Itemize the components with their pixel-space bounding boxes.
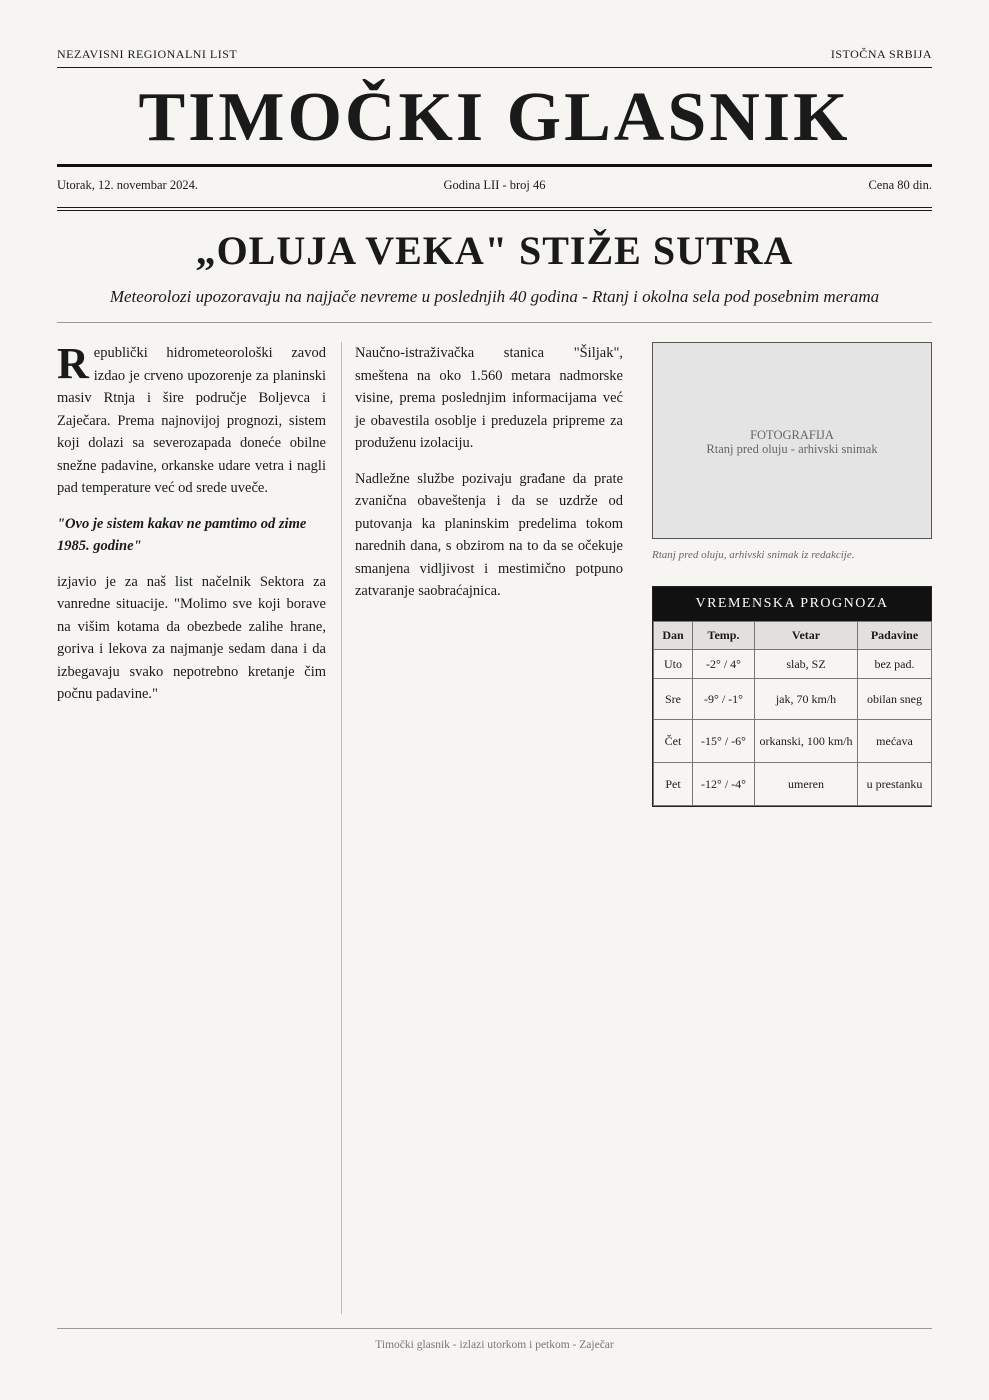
forecast-table: [653, 621, 932, 806]
footer-text: Timočki glasnik - izlazi utorkom i petkom - Zaječar: [375, 1339, 614, 1351]
photo-description: Rtanj pred oluju - arhivski snimak: [706, 442, 878, 456]
pull-quote: "Ovo je sistem kakav ne pamtimo od zime 1985. godine": [57, 515, 307, 554]
forecast-header-day: Dan: [654, 622, 693, 650]
dateline: [57, 178, 932, 194]
paper-region: ISTOČNA SRBIJA: [830, 47, 932, 61]
paper-tagline: NEZAVISNI REGIONALNI LIST: [57, 47, 238, 61]
forecast-precip: mećava: [858, 720, 932, 763]
forecast-temp: -9° / -1°: [693, 679, 755, 720]
forecast-day: Sre: [654, 679, 693, 720]
masthead-rule: [57, 164, 932, 167]
forecast-day: Pet: [654, 763, 693, 806]
subhead-rule: [57, 322, 932, 323]
forecast-precip: bez pad.: [858, 650, 932, 679]
newspaper-page: [57, 0, 932, 1400]
forecast-wind: umeren: [755, 763, 858, 806]
photo-label: FOTOGRAFIJA: [750, 428, 834, 442]
article-paragraph: Nadležne službe pozivaju građane da prate zvanična obaveštenja i da se uzdrže od putovanja ka planinskim predelima tokom narednih dana, s obzirom na to da se očekuje smanjena vidljivost i mestimično potpuno zatvaranje saobraćajnica.: [355, 470, 623, 599]
forecast-wind: jak, 70 km/h: [755, 679, 858, 720]
table-row: [654, 763, 932, 806]
forecast-header-wind: Vetar: [755, 622, 858, 650]
forecast-precip: u prestanku: [858, 763, 932, 806]
forecast-box: [652, 586, 932, 807]
forecast-temp: -12° / -4°: [693, 763, 755, 806]
forecast-temp: -15° / -6°: [693, 720, 755, 763]
photo-placeholder: [652, 342, 932, 539]
article-headline: „OLUJA VEKA" STIŽE SUTRA: [195, 228, 794, 273]
forecast-wind: orkanski, 100 km/h: [755, 720, 858, 763]
forecast-header-temp: Temp.: [693, 622, 755, 650]
forecast-precip: obilan sneg: [858, 679, 932, 720]
article-paragraph-quote-attribution: izjavio je za naš list načelnik Sektora za vanredne situacije. "Molimo sve koji borave na višim kotama da obezbede zalihe hrane, goriva i lekova za najmanje sedam dana i da izbegavaju svako nepotrebno kretanje čim počnu padavine.": [57, 573, 326, 702]
forecast-title: VREMENSKA PROGNOZA: [653, 587, 931, 621]
top-rule: [57, 67, 932, 68]
article-subhead: Meteorolozi upozoravaju na najjače nevreme u poslednjih 40 godina - Rtanj i okolna sela pod posebnim merama: [109, 287, 880, 306]
article-column-2: [355, 342, 623, 616]
masthead-title: TIMOČKI GLASNIK: [138, 79, 851, 156]
table-row: [654, 720, 932, 763]
issue-number: Godina LII - broj 46: [443, 178, 546, 192]
paragraph-text: epublički hidrometeorološki zavod izdao je crveno upozorenje za planinski masiv Rtnja i šire područje Boljevca i Zaječara. Prema najnovijoj prognozi, sistem koji dolazi sa severozapada doneće obilne snežne padavine, orkanske udare vetra i nagli pad temperature već od srede uveče.: [57, 345, 326, 496]
issue-price: Cena 80 din.: [868, 178, 932, 192]
forecast-day: Čet: [654, 720, 693, 763]
dateline-rule-top: [57, 207, 932, 208]
table-row: [654, 679, 932, 720]
forecast-wind: slab, SZ: [755, 650, 858, 679]
top-bar: [57, 47, 932, 63]
issue-date: Utorak, 12. novembar 2024.: [57, 178, 198, 192]
forecast-header-precip: Padavine: [858, 622, 932, 650]
column-divider: [341, 342, 342, 1314]
photo-caption: Rtanj pred oluju, arhivski snimak iz redakcije.: [652, 549, 855, 561]
article-column-1: [57, 339, 326, 719]
table-row: [654, 650, 932, 679]
dateline-rule-bottom: [57, 210, 932, 211]
forecast-temp: -2° / 4°: [693, 650, 755, 679]
article-paragraph: Naučno-istraživačka stanica "Šiljak", smeštena na oko 1.560 metara nadmorske visine, prema poslednjim informacijama već je obavestila osoblje i preduzela pripreme za produženu izolaciju.: [355, 345, 623, 451]
footer-rule: [57, 1328, 932, 1329]
drop-cap: R: [57, 339, 89, 388]
forecast-day: Uto: [654, 650, 693, 679]
article-paragraph: [57, 339, 326, 500]
